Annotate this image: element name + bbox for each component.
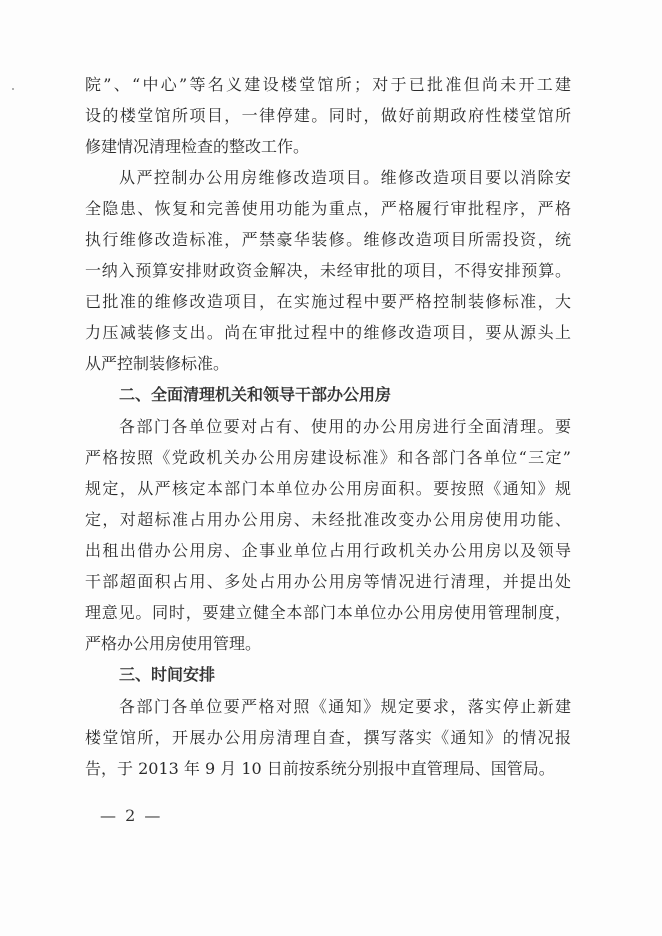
document-body: [85, 69, 571, 784]
text-line: 楼堂馆所，开展办公用房清理自查，撰写落实《通知》的情况报: [85, 728, 571, 747]
paragraph: [85, 691, 571, 784]
text-line: 严格按照《党政机关办公用房建设标准》和各部门各单位“三定”: [85, 448, 571, 467]
text-line: 全隐患、恢复和完善使用功能为重点，严格履行审批程序，严格: [85, 199, 571, 218]
text-line: 理意见。同时，要建立健全本部门本单位办公用房使用管理制度，: [85, 603, 571, 622]
paragraph: [85, 69, 571, 162]
paragraph: [85, 162, 571, 379]
text-line: 从严控制装修标准。: [85, 354, 230, 373]
text-line: 定，对超标准占用办公用房、未经批准改变办公用房使用功能、: [85, 510, 571, 529]
text-line: 院”、“中心”等名义建设楼堂馆所；对于已批准但尚未开工建: [85, 75, 571, 94]
heading-text: 三、时间安排: [119, 665, 216, 684]
paragraph: [85, 411, 571, 659]
text-line: 力压减装修支出。尚在审批过程中的维修改造项目，要从源头上: [85, 323, 571, 342]
text-line: 设的楼堂馆所项目，一律停建。同时，做好前期政府性楼堂馆所: [85, 106, 571, 125]
heading-text: 二、全面清理机关和领导干部办公用房: [119, 385, 392, 404]
text-line: 各部门各单位要对占有、使用的办公用房进行全面清理。要: [119, 417, 571, 436]
text-line: 修建情况清理检查的整改工作。: [85, 137, 310, 156]
section-heading: [85, 659, 571, 691]
section-heading: [85, 379, 571, 411]
text-line: 干部超面积占用、多处占用办公用房等情况进行清理，并提出处: [85, 572, 571, 591]
text-line: 一纳入预算安排财政资金解决，未经审批的项目，不得安排预算。: [85, 261, 571, 280]
scan-speck: [12, 88, 14, 90]
page-number: — 2 —: [100, 806, 163, 825]
text-line: 已批准的维修改造项目，在实施过程中要严格控制装修标准，大: [85, 292, 571, 311]
text-line: 各部门各单位要严格对照《通知》规定要求，落实停止新建: [119, 697, 571, 716]
text-line: 规定，从严核定本部门本单位办公用房面积。要按照《通知》规: [85, 479, 571, 498]
text-line: 执行维修改造标准，严禁豪华装修。维修改造项目所需投资，统: [85, 230, 571, 249]
text-line: 出租出借办公用房、企事业单位占用行政机关办公用房以及领导: [85, 541, 571, 560]
text-line: 告，于 2013 年 9 月 10 日前按系统分别报中直管理局、国管局。: [85, 759, 555, 778]
text-line: 严格办公用房使用管理。: [85, 634, 262, 653]
text-line: 从严控制办公用房维修改造项目。维修改造项目要以消除安: [119, 168, 571, 187]
